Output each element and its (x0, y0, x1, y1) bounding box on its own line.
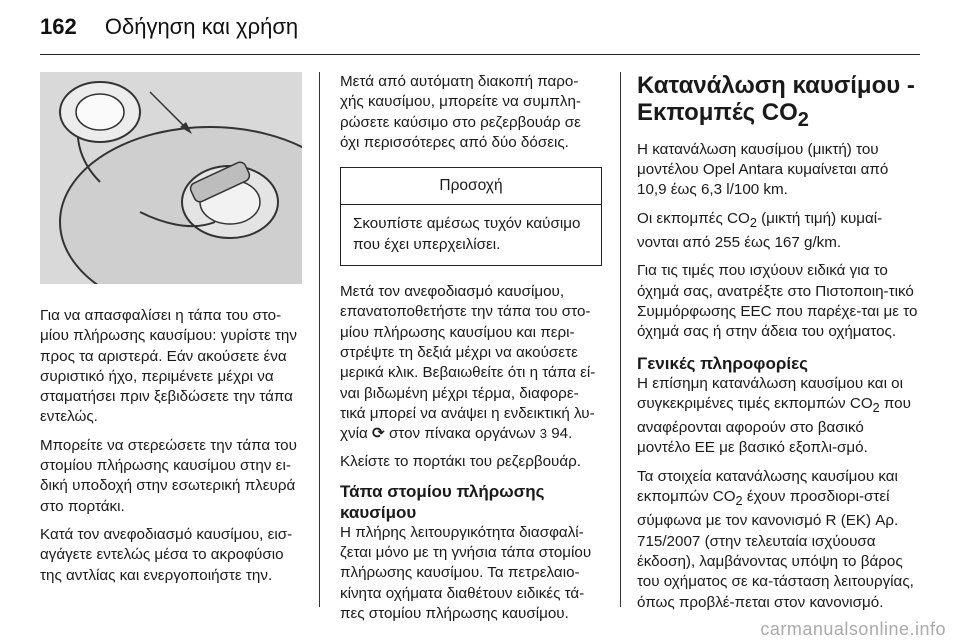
header-rule (40, 54, 920, 55)
fuel-cap-heading: Τάπα στομίου πλήρωσης καυσίμου (340, 481, 545, 522)
right-column (637, 72, 920, 621)
middle-paragraph-4: Η πλήρης λειτουργικότητα διασφαλί-ζεται μόνο με τη γνήσια τάπα στομίου πλήρωσης καυσίμου. Τα πετρελαιο-κίνητα οχήματα διαθέτουν ειδικές τά-πες στομίου πλήρωσης καυσίμου. (340, 523, 592, 622)
fuel-filler-drawing (40, 72, 302, 284)
middle-paragraph-3: Κλείστε το πορτάκι του ρεζερβουάρ. (340, 453, 581, 471)
watermark: carmanualsonline.info (760, 619, 946, 639)
column-divider-2 (620, 72, 621, 607)
page-number: 162 (40, 14, 77, 39)
right-paragraph-5: Τα στοιχεία κατανάλωσης καυσίμου και εκπομπών $CO_2$ έχουν προσδιορι-στεί σύμφωνα με τον κανονισμό R (ΕΚ) Αρ. 715/2007 (στην τελευταία ισχύουσα έκδοση), λαμβάνοντας υπόψη το βάρος του οχήματος σε κα-τάσταση λειτουργίας, όπως προβλέ-πεται στον κανονισμό. (637, 467, 914, 611)
general-info-heading: Γενικές πληροφορίες (637, 353, 808, 373)
section-title: Κατανάλωση καυσίμου - Εκπομπές $CO_2$ (637, 72, 915, 131)
middle-paragraph-1: Μετά από αυτόματη διακοπή παρο-χής καυσίμου, μπορείτε να συμπλη-ρώσετε καύσιμο στο ρεζερβουάρ σε όχι περισσότερες από δύο δόσεις. (340, 73, 581, 151)
page-ref-link[interactable]: 94. (551, 425, 573, 443)
right-paragraph-1: Η κατανάλωση καυσίμου (μικτή) του μοντέλου Opel Antara κυμαίνεται από 10,9 έως 6,3 l/100 km. (637, 140, 889, 199)
caution-box (340, 167, 602, 266)
fuel-cap-illustration (40, 72, 302, 284)
caution-title: Προσοχή (341, 168, 601, 205)
right-paragraph-2: Οι εκπομπές $CO_2$ (μικτή τιμή) κυμαί-νονται από 255 έως 167 g/km. (637, 209, 883, 252)
right-paragraph-3: Για τις τιμές που ισχύουν ειδικά για το όχημά σας, ανατρέξτε στο Πιστοποιη-τικό Συμμόρφωσης EEC που παρέχε-ται με το όχημά σας ή στην άδεια του οχήματος. (637, 262, 918, 341)
page-ref-icon: 3 (539, 426, 547, 442)
left-paragraph-3: Κατά τον ανεφοδιασμό καυσίμου, εισ-αγάγετε εντελώς μέσα το ακροφύσιο της αντλίας και ενεργοποιήστε την. (40, 525, 293, 584)
middle-paragraph-2: Μετά τον ανεφοδιασμό καυσίμου, επανατοποθετήστε την τάπα του στο-μίου πλήρωσης καυσίμου και περι-στρέψτε τη δεξιά μέχρι να ακούσετε μερικά κλικ. Βεβαιωθείτε ότι η τάπα εί-ναι βιδωμένη μέχρι τέρμα, διαφορε-τικά μπορεί να ανάψει η ενδεικτική λυ-χνία ⟳ στον πίνακα οργάνων 3 94. (340, 283, 596, 443)
right-paragraph-4: Η επίσημη κατανάλωση καυσίμου και οι συγκεκριμένες τιμές εκπομπών $CO_2$ που αναφέρονται αφορούν στο βασικό μοντέλο ΕΕ με βασικό εξοπλι-σμό. (637, 374, 911, 457)
column-divider (319, 72, 320, 607)
left-paragraph-2: Μπορείτε να στερεώσετε την τάπα του στομίου πλήρωσης καυσίμου στην ει-δική υποδοχή στην εσωτερική πλευρά στο πορτάκι. (40, 436, 297, 515)
left-paragraph-1: Για να απασφαλίσει η τάπα του στο-μίου πλήρωσης καυσίμου: γυρίστε την προς τα αριστερά. Εάν ακούσετε ένα συριστικό ήχο, περιμένετε μέχρι να σταματήσει πριν ξεβιδώσετε την τάπα εντελώς. (40, 307, 297, 426)
middle-column (340, 72, 602, 632)
page-header (40, 14, 298, 40)
service-indicator-icon: ⟳ (371, 425, 385, 443)
left-column (40, 72, 302, 594)
chapter-title: Οδήγηση και χρήση (104, 14, 299, 39)
caution-text: Σκουπίστε αμέσως τυχόν καύσιμο που έχει υπερχειλίσει. (353, 215, 581, 253)
